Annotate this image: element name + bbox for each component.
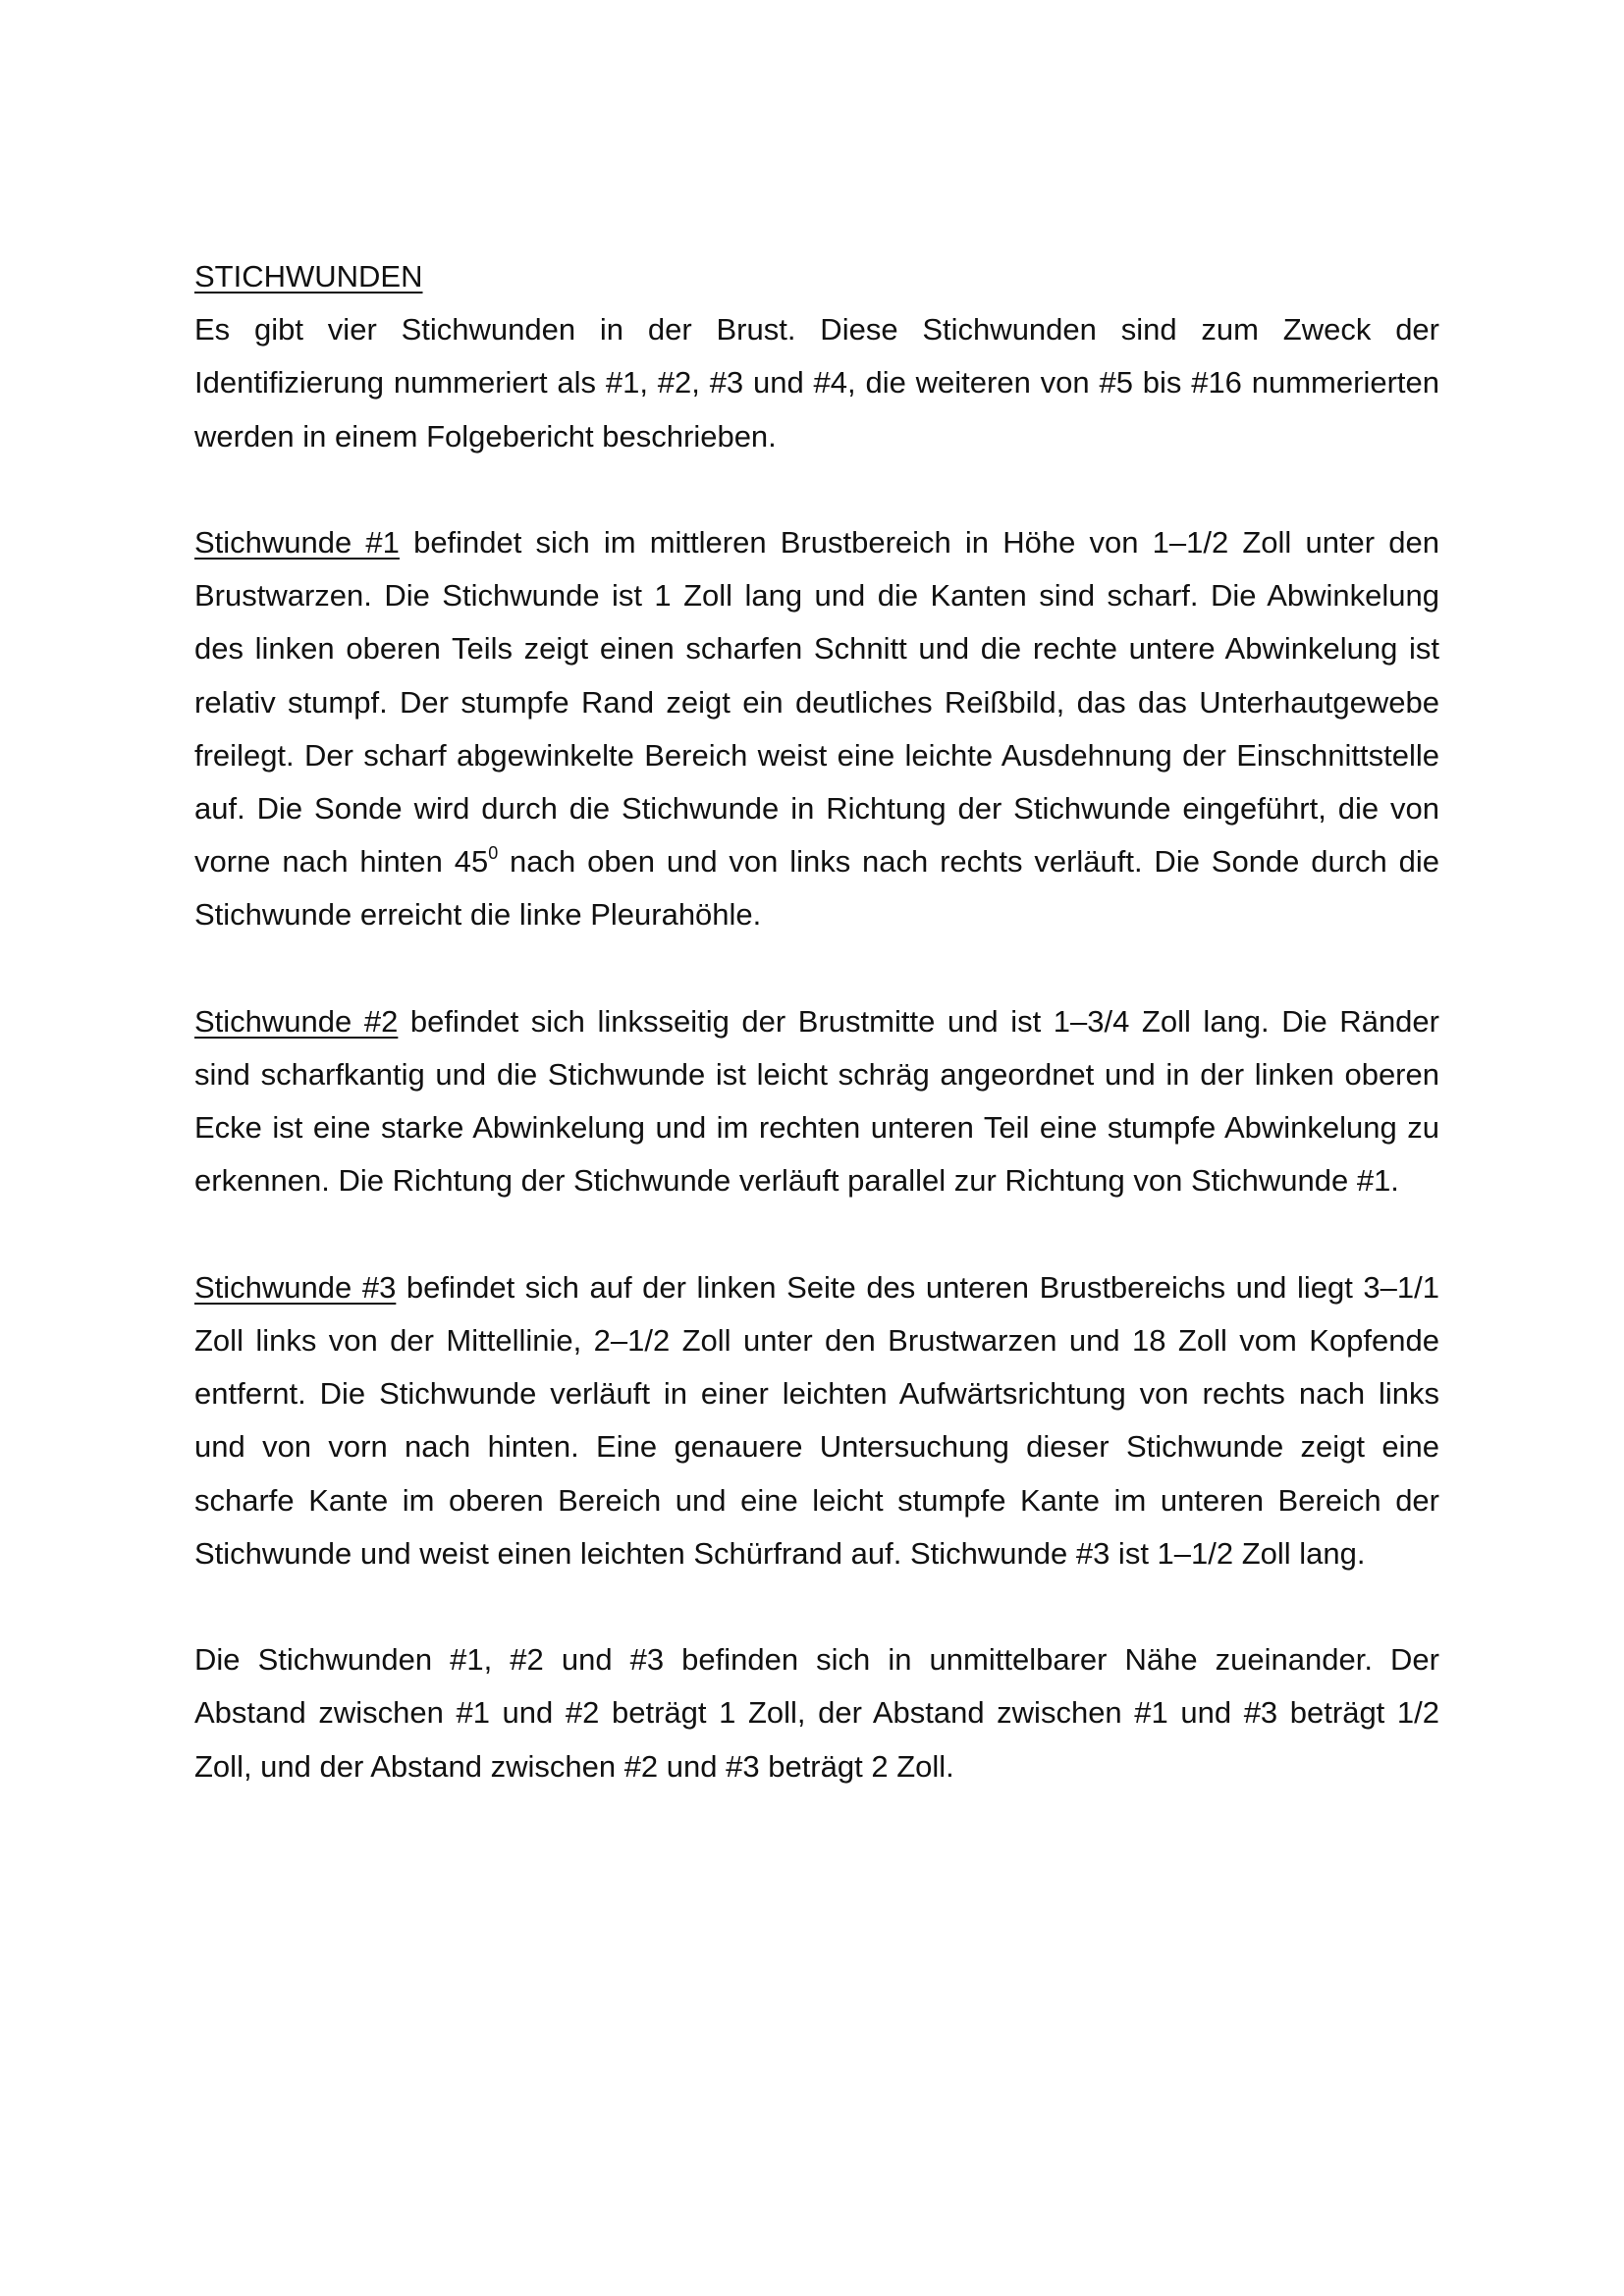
wound-3-paragraph — [194, 1261, 1439, 1580]
document-page — [194, 250, 1439, 1793]
wound-1-label: Stichwunde #1 — [194, 525, 400, 560]
intro-paragraph: Es gibt vier Stichwunden in der Brust. Diese Stichwunden sind zum Zweck der Identifizierung nummeriert als #1, #2, #3 und #4, die weiteren von #5 bis #16 nummerierten werden in einem Folgebericht beschrieben. — [194, 312, 1439, 454]
summary-paragraph: Die Stichwunden #1, #2 und #3 befinden sich in unmittelbarer Nähe zueinander. Der Abstand zwischen #1 und #2 beträgt 1 Zoll, der Abstand zwischen #1 und #3 beträgt 1/2 Zoll, und der Abstand zwischen #2 und #3 beträgt 2 Zoll. — [194, 1642, 1439, 1784]
wound-1-paragraph — [194, 516, 1439, 942]
wound-3-label: Stichwunde #3 — [194, 1269, 397, 1305]
degree-superscript: 0 — [488, 843, 499, 864]
wound-1-text-a: befindet sich im mittleren Brustbereich in Höhe von 1–1/2 Zoll unter den Brustwarzen. Die Stichwunde ist 1 Zoll lang und die Kanten sind scharf. Die Abwinkelung des linken oberen Teils zeigt einen scharfen Schnitt und die rechte untere Abwinkelung ist relativ stumpf. Der stumpfe Rand zeigt ein deutliches Reißbild, das das Unterhautgewebe freilegt. Der scharf abgewinkelte Bereich weist eine leichte Ausdehnung der Einschnittstelle auf. Die Sonde wird durch die Stichwunde in Richtung der Stichwunde eingeführt, die von vorne nach hinten 45 — [194, 525, 1439, 880]
wound-3-text: befindet sich auf der linken Seite des unteren Brustbereichs und liegt 3–1/1 Zoll links von der Mittellinie, 2–1/2 Zoll unter den Brustwarzen und 18 Zoll vom Kopfende entfernt. Die Stichwunde verläuft in einer leichten Aufwärtsrichtung von rechts nach links und von vorn nach hinten. Eine genauere Untersuchung dieser Stichwunde zeigt eine scharfe Kante im oberen Bereich und eine leicht stumpfe Kante im unteren Bereich der Stichwunde und weist einen leichten Schürfrand auf. Stichwunde #3 ist 1–1/2 Zoll lang. — [194, 1269, 1439, 1571]
wound-2-label: Stichwunde #2 — [194, 1003, 399, 1039]
title-text: STICHWUNDEN — [194, 259, 423, 294]
wound-2-text: befindet sich linksseitig der Brustmitte und ist 1–3/4 Zoll lang. Die Ränder sind scharfkantig und die Stichwunde ist leicht schräg angeordnet und in der linken oberen Ecke ist eine starke Abwinkelung und im rechten unteren Teil eine stumpfe Abwinkelung zu erkennen. Die Richtung der Stichwunde verläuft parallel zur Richtung von Stichwunde #1. — [194, 1003, 1439, 1199]
wound-1-text-b: nach oben und von links nach rechts verläuft. Die Sonde durch die Stichwunde erreicht die linke Pleurahöhle. — [194, 844, 1439, 933]
wound-2-paragraph — [194, 995, 1439, 1208]
document-title — [194, 250, 1439, 303]
